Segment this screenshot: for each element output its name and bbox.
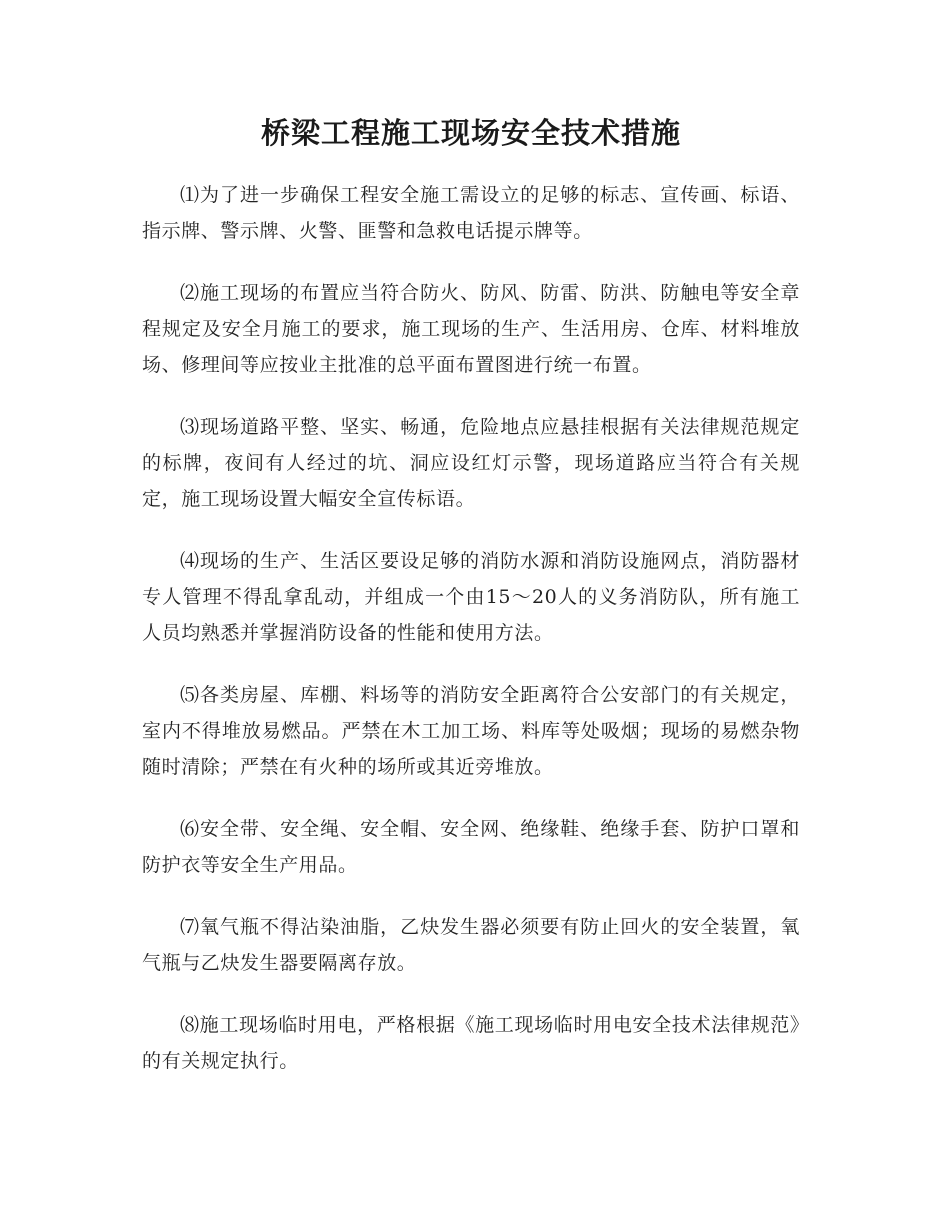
paragraph-8: ⑻施工现场临时用电，严格根据《施工现场临时用电安全技术法律规范》的有关规定执行。 [142, 1014, 800, 1072]
paragraph-7: ⑺氧气瓶不得沾染油脂，乙炔发生器必须要有防止回火的安全装置，氧气瓶与乙炔发生器要隔离存放。 [142, 916, 800, 974]
paragraph-1: ⑴为了进一步确保工程安全施工需设立的足够的标志、宣传画、标语、指示牌、警示牌、火警、匪警和急救电话提示牌等。 [142, 184, 800, 242]
paragraph-3: ⑶现场道路平整、坚实、畅通，危险地点应悬挂根据有关法律规范规定的标牌，夜间有人经过的坑、洞应设红灯示警，现场道路应当符合有关规定，施工现场设置大幅安全宣传标语。 [142, 416, 800, 510]
document-title: 桥梁工程施工现场安全技术措施 [260, 116, 681, 150]
paragraph-6: ⑹安全带、安全绳、安全帽、安全网、绝缘鞋、绝缘手套、防护口罩和防护衣等安全生产用品。 [142, 818, 800, 876]
paragraph-2: ⑵施工现场的布置应当符合防火、防风、防雷、防洪、防触电等安全章程规定及安全月施工的要求，施工现场的生产、生活用房、仓库、材料堆放场、修理间等应按业主批准的总平面布置图进行统一布置。 [142, 282, 800, 376]
paragraph-4: ⑷现场的生产、生活区要设足够的消防水源和消防设施网点，消防器材专人管理不得乱拿乱动，并组成一个由15～20人的义务消防队，所有施工人员均熟悉并掌握消防设备的性能和使用方法。 [142, 550, 800, 644]
paragraph-5: ⑸各类房屋、库棚、料场等的消防安全距离符合公安部门的有关规定，室内不得堆放易燃品。严禁在木工加工场、料库等处吸烟；现场的易燃杂物随时清除；严禁在有火种的场所或其近旁堆放。 [142, 684, 800, 778]
document-body [142, 177, 800, 1079]
